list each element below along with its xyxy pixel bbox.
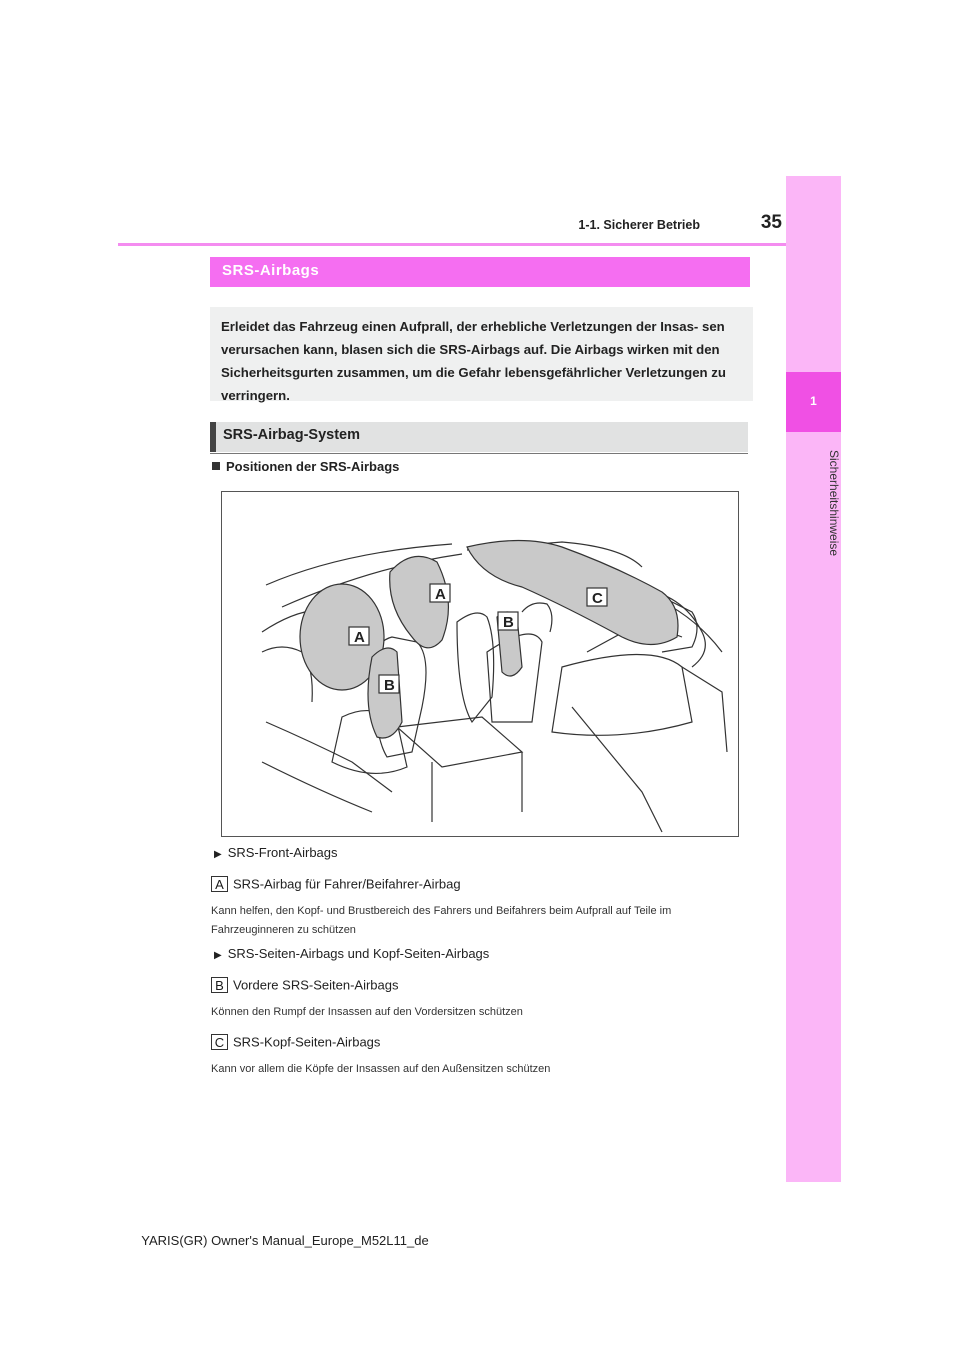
section-heading: 1-1. Sicherer Betrieb: [578, 218, 700, 232]
footer-text: YARIS(GR) Owner's Manual_Europe_M52L11_de: [141, 1233, 429, 1248]
figure-label-a-upper: A: [435, 586, 446, 603]
list-item: [214, 946, 489, 961]
badge-a: A: [211, 876, 228, 892]
chapter-label: Sicherheitshinweise: [827, 449, 841, 557]
item-label: SRS-Airbag für Fahrer/Beifahrer-Airbag: [233, 876, 461, 892]
footer: [0, 1233, 960, 1248]
item-text: SRS-Front-Airbags: [227, 845, 338, 860]
item-description: Kann vor allem die Köpfe der Insassen auf den Außensitzen schützen: [211, 1063, 551, 1075]
item-label: Vordere SRS-Seiten-Airbags: [233, 977, 399, 993]
intro-text: Erleidet das Fahrzeug einen Aufprall, der erhebliche Verletzungen der Insas- sen verursachen kann, blasen sich die SRS-Airbags auf. Die Airbags wirken mit den Sicherheitsgurten zusammen, um die Gefahr lebensgefährlicher Verletzungen zu verringern.: [221, 319, 726, 403]
subsection-rule: [210, 453, 748, 454]
item-text: SRS-Seiten-Airbags und Kopf-Seiten-Airbags: [227, 946, 490, 961]
item-label: SRS-Kopf-Seiten-Airbags: [233, 1034, 381, 1050]
figure-label-b-upper: B: [503, 614, 514, 631]
chapter-number: 1: [810, 394, 817, 408]
subsection-bar: [210, 422, 748, 452]
badge-c: C: [211, 1034, 228, 1050]
positions-heading-text: Positionen der SRS-Airbags: [226, 459, 400, 474]
subsection-accent: [210, 422, 216, 452]
header-rule: [118, 243, 786, 246]
airbag-illustration-svg: [222, 492, 738, 836]
page-number: 35: [760, 212, 782, 233]
page-title: SRS-Airbags: [222, 262, 320, 279]
subsection-title: SRS-Airbag-System: [223, 427, 360, 443]
list-item: [211, 875, 461, 893]
arrow-right-icon: ▶: [214, 849, 222, 860]
item-description: Kann helfen, den Kopf- und Brustbereich des Fahrers und Beifahrers beim Aufprall auf Teile im Fahrzeuginneren zu schützen: [211, 905, 672, 936]
list-item: [211, 1033, 380, 1051]
figure-label-a-lower: A: [354, 629, 365, 646]
item-description: Können den Rumpf der Insassen auf den Vordersitzen schützen: [211, 1006, 523, 1018]
arrow-right-icon: ▶: [214, 950, 222, 961]
intro-box: [210, 307, 753, 401]
airbag-illustration: [221, 491, 739, 837]
badge-b: B: [211, 977, 228, 993]
positions-heading: [212, 459, 399, 474]
list-item: [214, 845, 338, 860]
page-title-bar: [210, 257, 750, 287]
square-bullet-icon: [212, 462, 220, 470]
list-item: [211, 976, 398, 994]
chapter-tab: [786, 176, 841, 1182]
figure-label-b-lower: B: [384, 677, 395, 694]
figure-label-c: C: [592, 590, 603, 607]
